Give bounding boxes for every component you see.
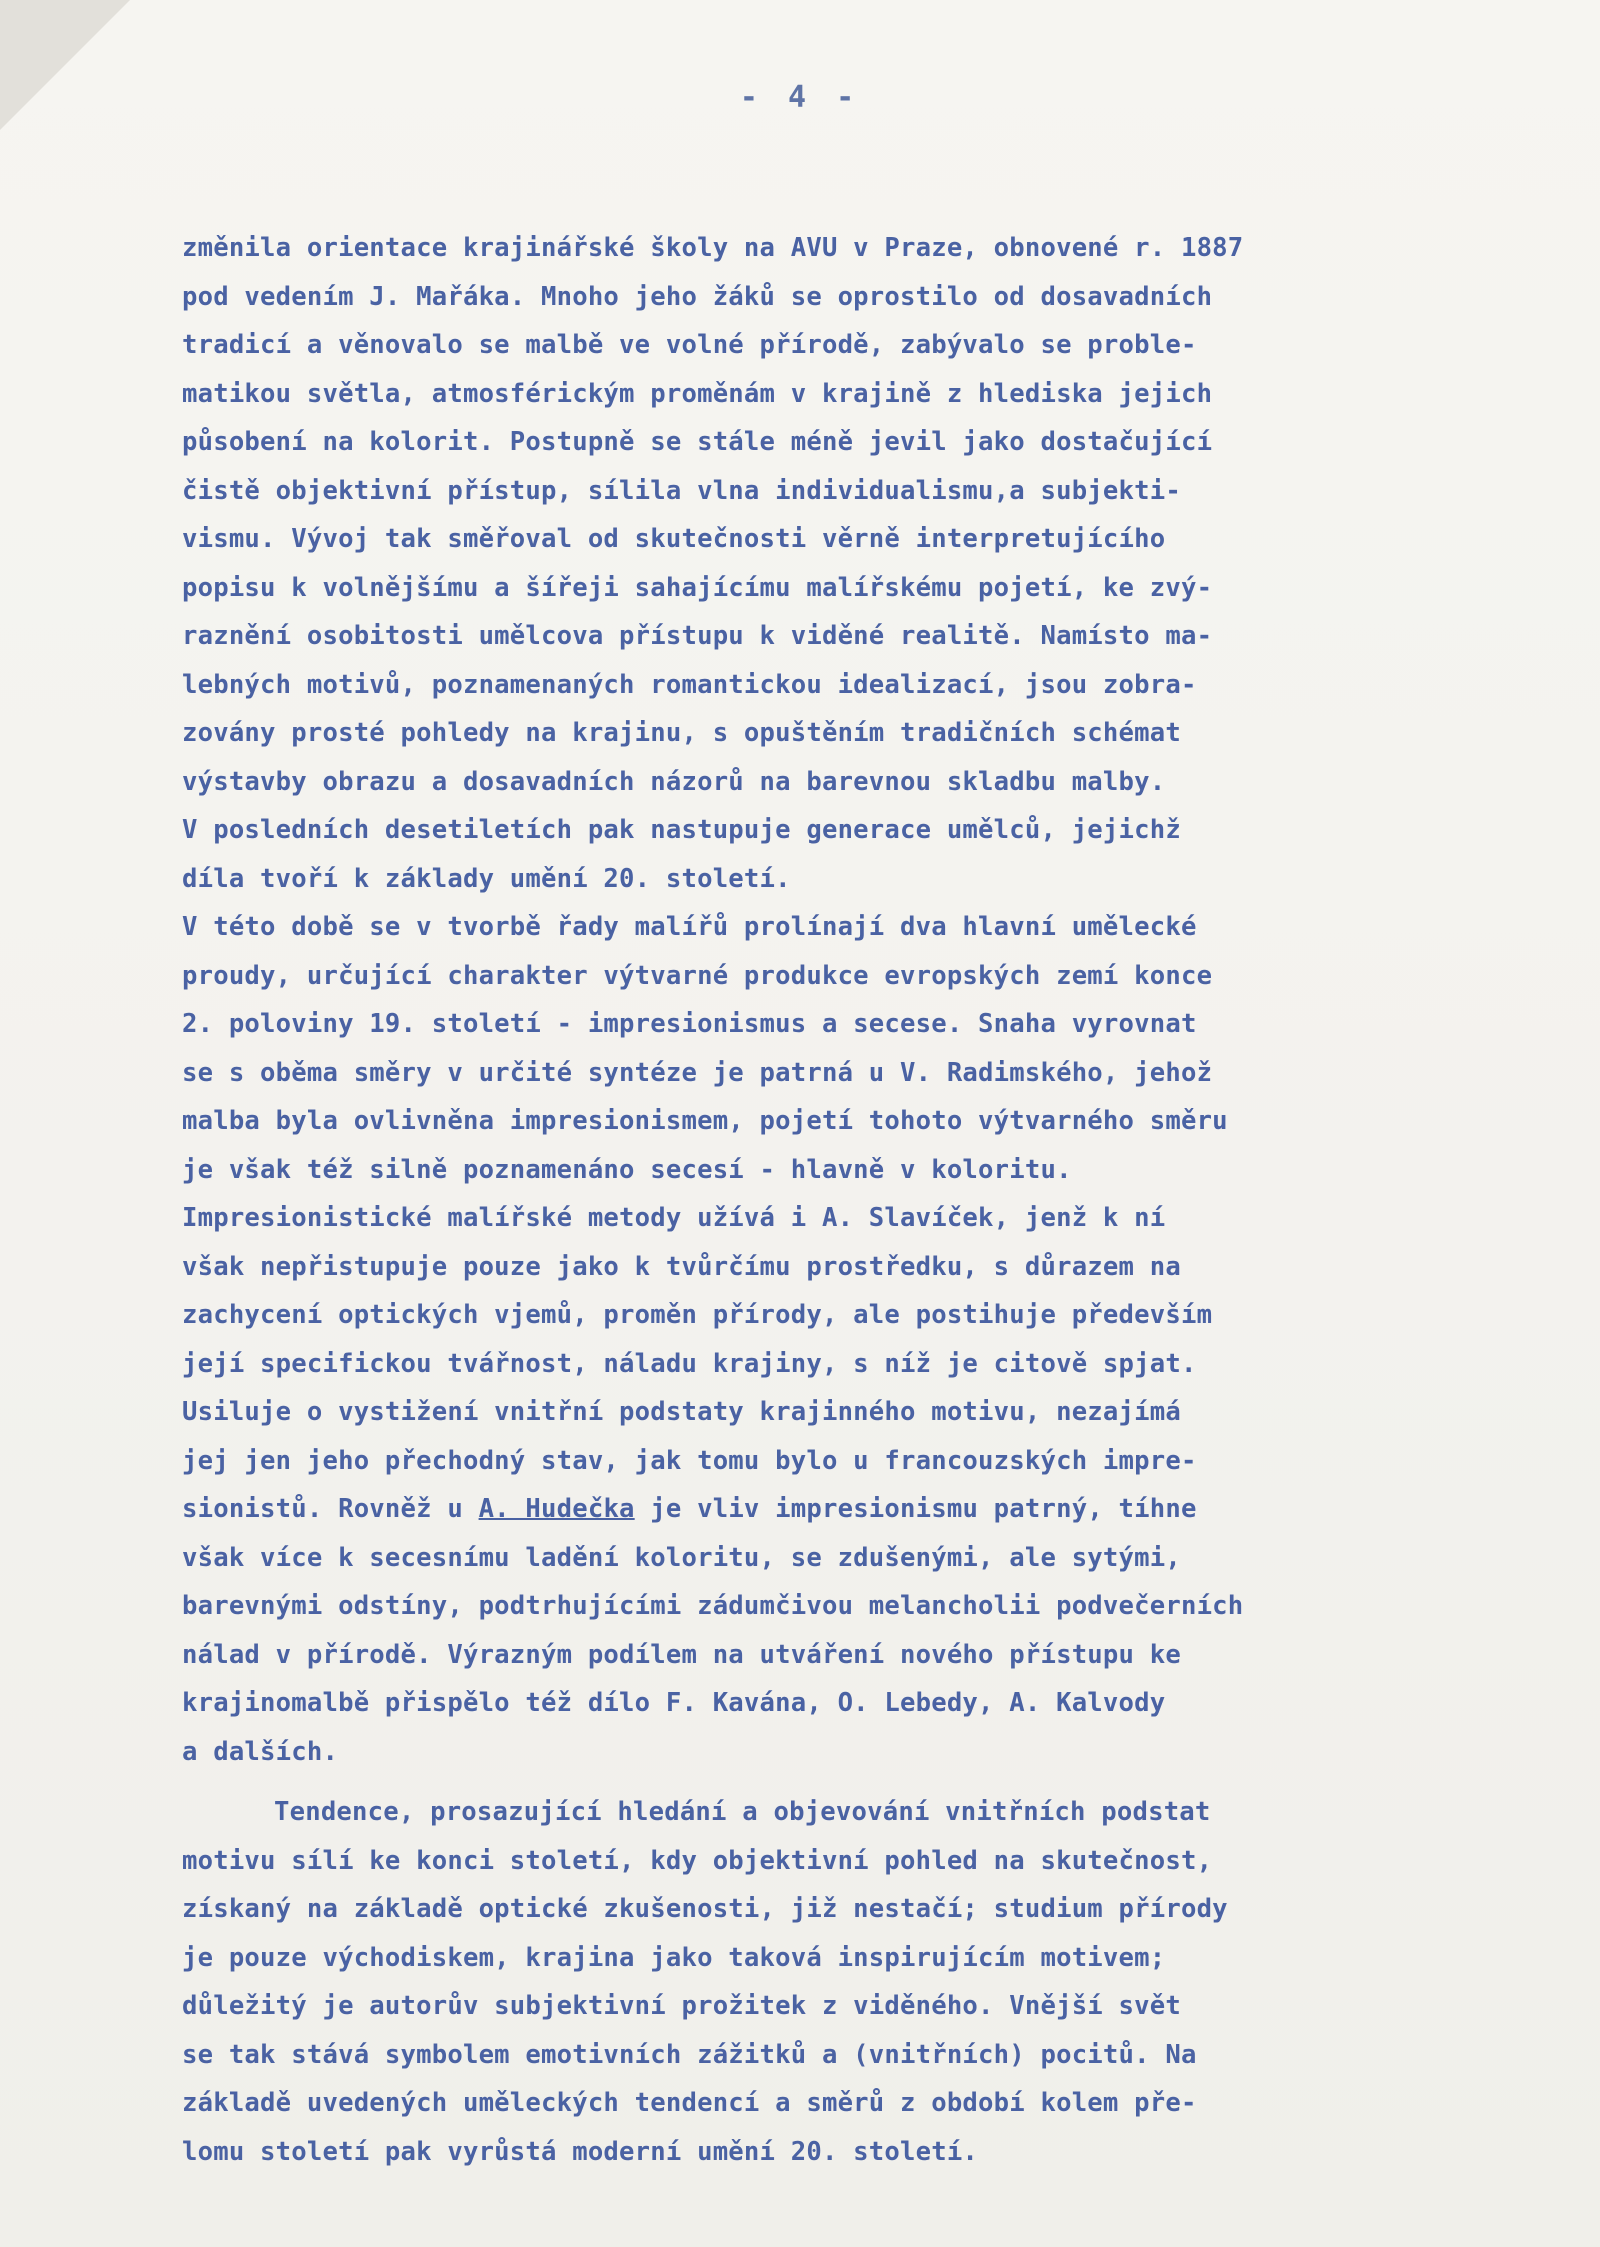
page-number: - 4 - xyxy=(739,80,861,115)
text-line: díla tvoří k základy umění 20. století. xyxy=(182,863,791,894)
text-line: základě uvedených uměleckých tendencí a směrů z období kolem pře- xyxy=(182,2088,1197,2118)
text-line: motivu sílí ke konci století, kdy objektivní pohled na skutečnost, xyxy=(182,1845,1213,1876)
text-line: změnila orientace krajinářské školy na AVU v Praze, obnovené r. 1887 xyxy=(182,233,1244,263)
text-line: důležitý je autorův subjektivní prožitek z viděného. Vnější svět xyxy=(182,1991,1181,2021)
text-line: lebných motivů, poznamenaných romantickou idealizací, jsou zobra- xyxy=(182,669,1197,700)
text-line: pod vedením J. Mařáka. Mnoho jeho žáků se oprostilo od dosavadních xyxy=(182,281,1213,312)
text-line: raznění osobitosti umělcova přístupu k viděné realitě. Namísto ma- xyxy=(182,621,1213,651)
text-segment: sionistů. Rovněž u xyxy=(182,1494,479,1524)
body-text xyxy=(182,224,1522,2176)
text-line: krajinomalbě přispělo též dílo F. Kavána, O. Lebedy, A. Kalvody xyxy=(182,1688,1166,1718)
text-line: malba byla ovlivněna impresionismem, pojetí tohoto výtvarného směru xyxy=(182,1106,1228,1136)
text-line: výstavby obrazu a dosavadních názorů na barevnou skladbu malby. xyxy=(182,766,1166,797)
paragraph-first-line: Tendence, prosazující hledání a objevování vnitřních podstat xyxy=(274,1797,1211,1827)
text-line: vismu. Vývoj tak směřoval od skutečnosti věrně interpretujícího xyxy=(182,524,1166,554)
text-line: čistě objektivní přístup, sílila vlna individualismu,a subjekti- xyxy=(182,475,1181,506)
text-line: popisu k volnějšímu a šířeji sahajícímu malířskému pojetí, ke zvý- xyxy=(182,572,1213,603)
text-line: tradicí a věnovalo se malbě ve volné přírodě, zabývalo se proble- xyxy=(182,330,1197,360)
text-line: V posledních desetiletích pak nastupuje generace umělců, jejichž xyxy=(182,815,1181,845)
text-line: Impresionistické malířské metody užívá i A. Slavíček, jenž k ní xyxy=(182,1203,1166,1233)
text-line: 2. poloviny 19. století - impresionismus a secese. Snaha vyrovnat xyxy=(182,1009,1197,1039)
text-line: se s oběma směry v určité syntéze je patrná u V. Radimského, jehož xyxy=(182,1057,1213,1088)
text-line: nálad v přírodě. Výrazným podílem na utváření nového přístupu ke xyxy=(182,1639,1181,1670)
text-line: je pouze východiskem, krajina jako taková inspirujícím motivem; xyxy=(182,1942,1166,1973)
underlined-name: A. Hudečka xyxy=(478,1494,635,1524)
text-line: matikou světla, atmosférickým proměnám v krajině z hlediska jejich xyxy=(182,378,1213,409)
text-line: však více k secesnímu ladění koloritu, se zdušenými, ale sytými, xyxy=(182,1542,1181,1573)
text-line: však nepřistupuje pouze jako k tvůrčímu prostředku, s důrazem na xyxy=(182,1251,1181,1282)
text-line: získaný na základě optické zkušenosti, již nestačí; studium přírody xyxy=(182,1894,1228,1924)
text-line: proudy, určující charakter výtvarné produkce evropských zemí konce xyxy=(182,960,1213,991)
text-line: lomu století pak vyrůstá moderní umění 20. století. xyxy=(182,2136,979,2167)
text-line: její specifickou tvářnost, náladu krajiny, s níž je citově spjat. xyxy=(182,1348,1197,1379)
text-line: a dalších. xyxy=(182,1736,339,1767)
text-line: zachycení optických vjemů, proměn přírody, ale postihuje především xyxy=(182,1300,1213,1330)
text-line: je však též silně poznamenáno secesí - hlavně v koloritu. xyxy=(182,1154,1072,1185)
text-line: působení na kolorit. Postupně se stále méně jevil jako dostačující xyxy=(182,427,1213,457)
text-line: se tak stává symbolem emotivních zážitků a (vnitřních) pocitů. Na xyxy=(182,2039,1197,2070)
text-segment: je vliv impresionismu patrný, tíhne xyxy=(634,1494,1197,1524)
text-line: barevnými odstíny, podtrhujícími zádumčivou melancholii podvečerních xyxy=(182,1591,1244,1621)
text-line-with-underline xyxy=(182,1485,1522,1534)
text-line: V této době se v tvorbě řady malířů prolínají dva hlavní umělecké xyxy=(182,912,1197,942)
text-line: zovány prosté pohledy na krajinu, s opuštěním tradičních schémat xyxy=(182,718,1181,748)
text-line: jej jen jeho přechodný stav, jak tomu bylo u francouzských impre- xyxy=(182,1445,1197,1476)
text-line: Usiluje o vystižení vnitřní podstaty krajinného motivu, nezajímá xyxy=(182,1397,1181,1427)
